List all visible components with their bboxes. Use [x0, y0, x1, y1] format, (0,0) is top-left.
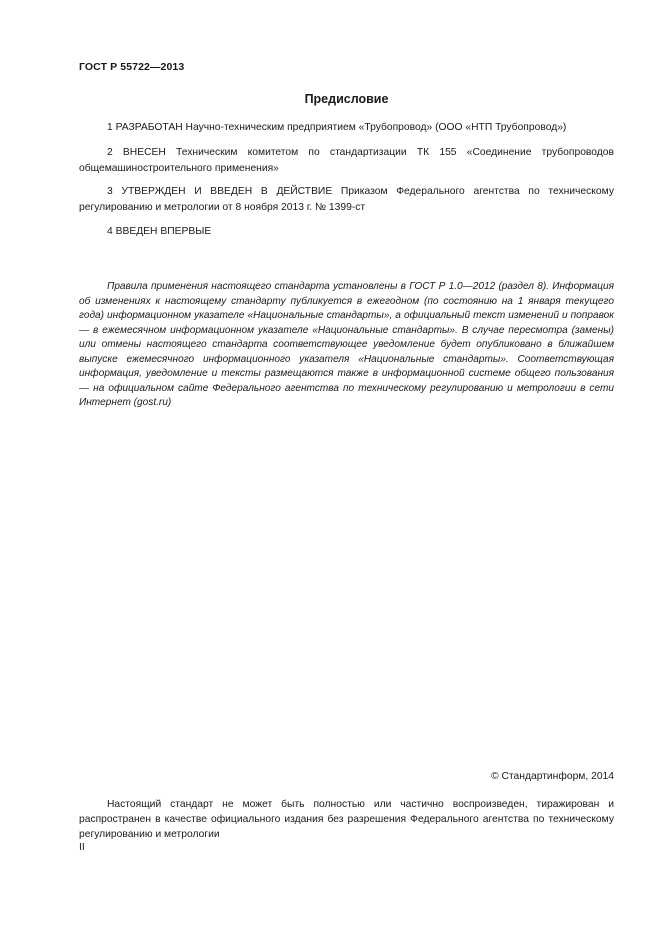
reproduction-notice: Настоящий стандарт не может быть полностью или частично воспроизведен, тиражирован и распространен в качестве официального издания без разрешения Федерального агентства по техническому регулированию и метрологии [79, 799, 614, 840]
foreword-item-developed: 1 РАЗРАБОТАН Научно-техническим предприятием «Трубопровод» (ООО «НТП Трубопровод») [107, 122, 567, 133]
foreword-item-first-introduced: 4 ВВЕДЕН ВПЕРВЫЕ [107, 226, 212, 237]
copyright-notice: © Стандартинформ, 2014 [491, 771, 614, 782]
foreword-item-introduced: 2 ВНЕСЕН Техническим комитетом по стандартизации ТК 155 «Соединение трубопроводов общемашиностроительного применения» [79, 147, 614, 174]
foreword-title: Предисловие [304, 92, 389, 106]
foreword-item-approved: 3 УТВЕРЖДЕН И ВВЕДЕН В ДЕЙСТВИЕ Приказом Федерального агентства по техническому регулированию и метрологии от 8 ноября 2013 г. № 1399-ст [79, 186, 614, 213]
application-rules-note: Правила применения настоящего стандарта установлены в ГОСТ Р 1.0—2012 (раздел 8). Информация об изменениях к настоящему стандарту публикуется в ежегодном (по состоянию на 1 января текущего года) информационном указателе «Национальные стандарты», а официальный текст изменений и поправок — в ежемесячном информационном указателе «Национальные стандарты». В случае пересмотра (замены) или отмены настоящего стандарта соответствующее уведомление будет опубликовано в ближайшем выпуске ежемесячного информационного указателя «Национальные стандарты». Соответствующая информация, уведомление и тексты размещаются также в информационной системе общего пользования — на официальном сайте Федерального агентства по техническому регулированию и метрологии в сети Интернет (gost.ru) [79, 281, 614, 408]
document-id: ГОСТ Р 55722—2013 [79, 61, 185, 73]
page-number: II [79, 842, 85, 853]
